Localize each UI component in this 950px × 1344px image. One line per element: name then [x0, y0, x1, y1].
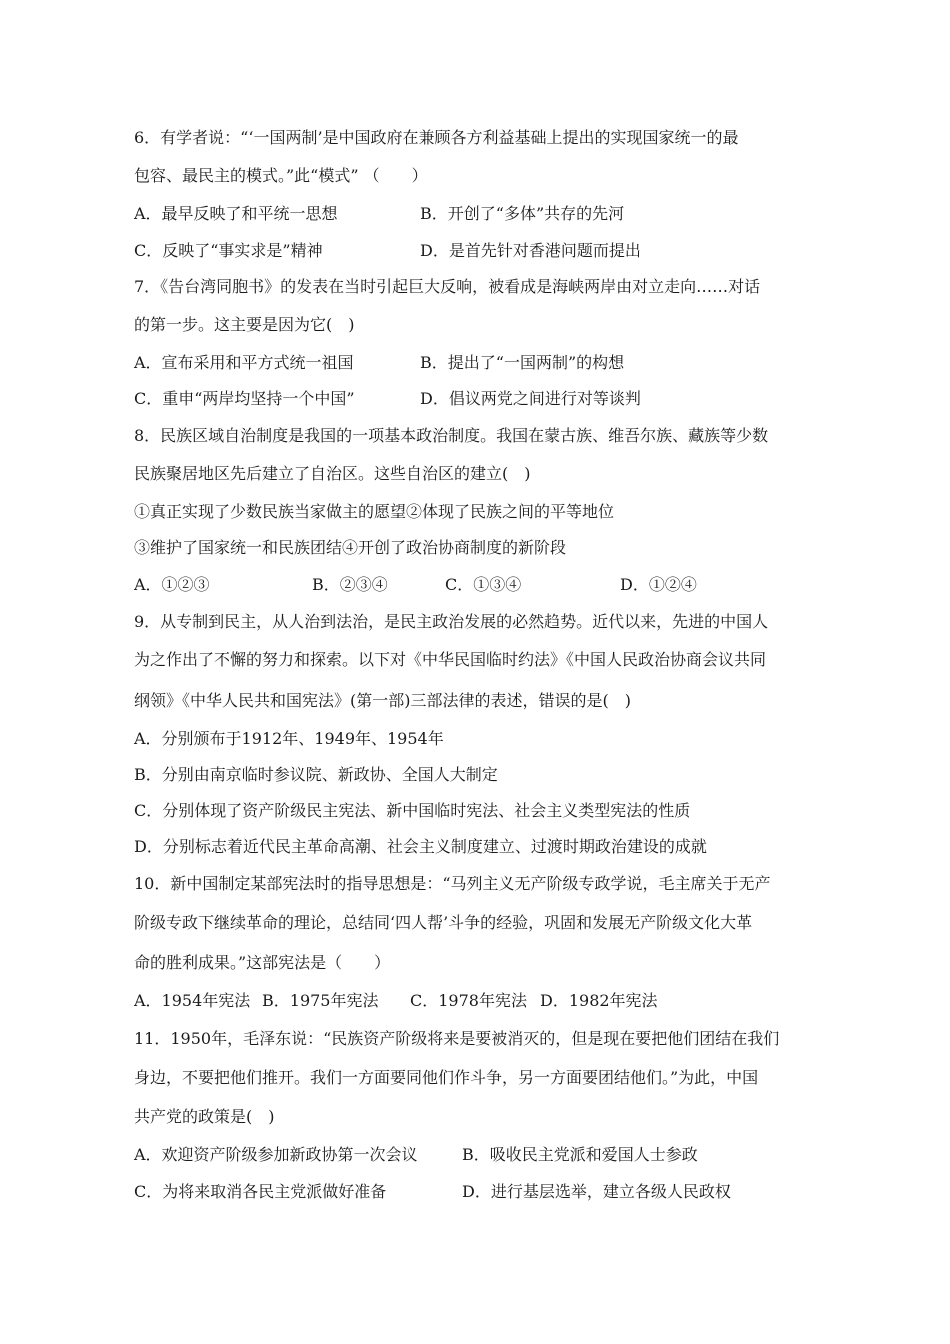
question-stem-line: 9．从专制到民主，从人治到法治，是民主政治发展的必然趋势。近代以来，先进的中国人	[134, 612, 769, 631]
option-d: D．进行基层选举，建立各级人民政权	[462, 1182, 731, 1201]
option-d: D．1982年宪法	[540, 991, 658, 1010]
option-c: C．①③④	[445, 575, 522, 594]
option-d: D．倡议两党之间进行对等谈判	[420, 389, 641, 408]
question-stem-line: 为之作出了不懈的努力和探索。以下对《中华民国临时约法》《中国人民政治协商会议共同	[134, 650, 767, 669]
question-stem-line: 包容、最民主的模式。”此“模式” （ ）	[134, 166, 428, 185]
option-b: B．分别由南京临时参议院、新政协、全国人大制定	[134, 765, 498, 784]
question-stem-line: 10．新中国制定某部宪法时的指导思想是：“马列主义无产阶级专政学说，毛主席关于无产	[134, 874, 771, 893]
option-a: A．1954年宪法	[134, 991, 251, 1010]
option-a: A．欢迎资产阶级参加新政协第一次会议	[134, 1145, 418, 1164]
option-a: A．宣布采用和平方式统一祖国	[134, 353, 354, 372]
option-b: B．②③④	[312, 575, 388, 594]
question-stem-line: 阶级专政下继续革命的理论，总结同‘四人帮’斗争的经验，巩固和发展无产阶级文化大革	[134, 913, 753, 932]
question-stem-line: 命的胜利成果。”这部宪法是（ ）	[134, 953, 391, 972]
statement-line: ①真正实现了少数民族当家做主的愿望②体现了民族之间的平等地位	[134, 502, 615, 521]
option-c: C．分别体现了资产阶级民主宪法、新中国临时宪法、社会主义类型宪法的性质	[134, 801, 691, 820]
option-d: D．①②④	[620, 575, 697, 594]
option-a: A．①②③	[134, 575, 210, 594]
option-b: B．提出了“一国两制”的构想	[420, 353, 625, 372]
option-b: B．吸收民主党派和爱国人士参政	[462, 1145, 698, 1164]
question-stem-line: 共产党的政策是( )	[134, 1107, 275, 1126]
statement-line: ③维护了国家统一和民族团结④开创了政治协商制度的新阶段	[134, 538, 567, 557]
option-d: D．分别标志着近代民主革命高潮、社会主义制度建立、过渡时期政治建设的成就	[134, 837, 707, 856]
option-c: C．重申“两岸均坚持一个中国”	[134, 389, 355, 408]
question-stem-line: 身边，不要把他们推开。我们一方面要同他们作斗争，另一方面要团结他们。”为此，中国	[134, 1068, 759, 1087]
question-stem-line: 7．《告台湾同胞书》的发表在当时引起巨大反响，被看成是海峡两岸由对立走向……对话	[134, 277, 761, 296]
question-stem-line: 6．有学者说：“‘一国两制’是中国政府在兼顾各方利益基础上提出的实现国家统一的最	[134, 128, 739, 147]
question-stem-line: 11．1950年，毛泽东说：“民族资产阶级将来是要被消灭的，但是现在要把他们团结在我们	[134, 1029, 780, 1048]
option-a: A．分别颁布于1912年、1949年、1954年	[134, 729, 444, 748]
option-c: C．为将来取消各民主党派做好准备	[134, 1182, 387, 1201]
option-c: C．1978年宪法	[410, 991, 527, 1010]
option-a: A．最早反映了和平统一思想	[134, 204, 338, 223]
option-b: B．开创了“多体”共存的先河	[420, 204, 625, 223]
question-stem-line: 纲领》《中华人民共和国宪法》(第一部)三部法律的表述，错误的是( )	[134, 691, 631, 710]
option-d: D．是首先针对香港问题而提出	[420, 241, 641, 260]
option-b: B．1975年宪法	[262, 991, 379, 1010]
option-c: C．反映了“事实求是”精神	[134, 241, 323, 260]
question-stem-line: 8．民族区域自治制度是我国的一项基本政治制度。我国在蒙古族、维吾尔族、藏族等少数	[134, 426, 769, 445]
question-stem-line: 的第一步。这主要是因为它( )	[134, 315, 355, 334]
question-stem-line: 民族聚居地区先后建立了自治区。这些自治区的建立( )	[134, 464, 531, 483]
